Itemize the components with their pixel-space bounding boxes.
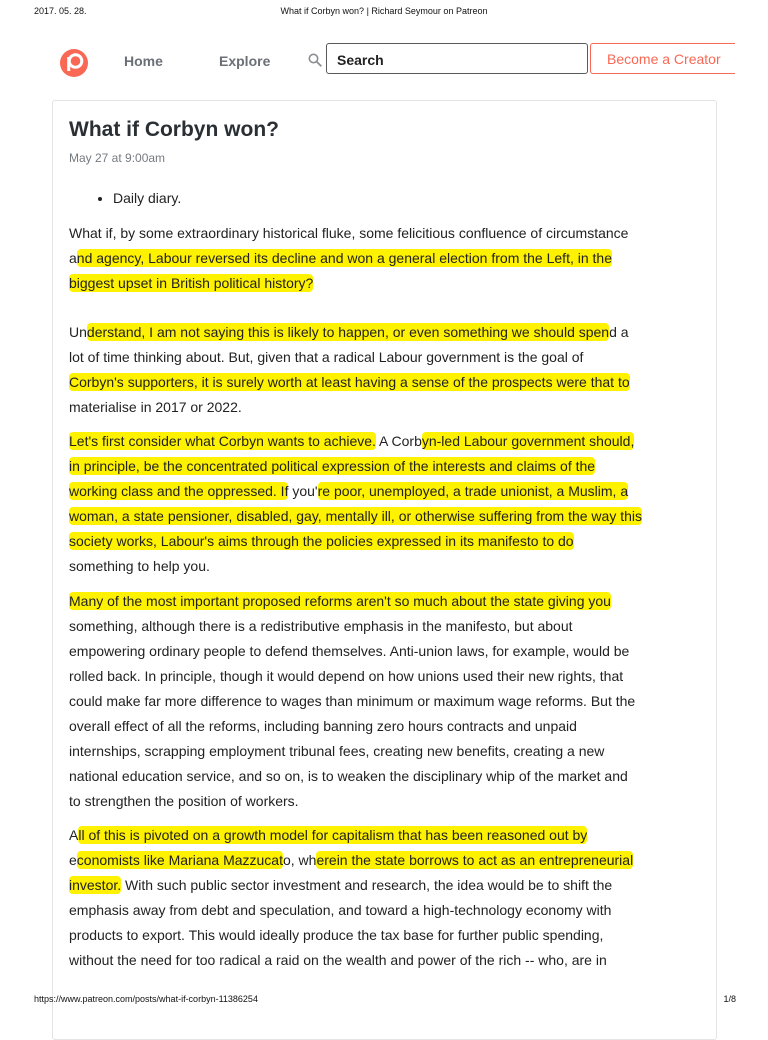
text-line	[69, 271, 709, 296]
text-span: d a	[609, 324, 629, 340]
text-span: e	[69, 852, 77, 868]
top-nav	[0, 40, 768, 82]
patreon-logo-icon[interactable]	[59, 48, 89, 78]
text-line	[69, 873, 709, 898]
text-line	[69, 370, 709, 395]
highlight: woman, a state pensioner, disabled, gay, mentally ill, or otherwise suffering from the way this	[69, 508, 642, 524]
text-line: to strengthen the position of workers.	[69, 793, 299, 809]
highlight: in principle, be the concentrated political expression of the interests and claims of the	[69, 458, 596, 474]
text-span: a	[69, 250, 77, 266]
text-line	[69, 454, 709, 479]
text-line	[69, 246, 709, 271]
text-line	[69, 589, 709, 614]
highlight: working class and the oppressed. If	[69, 483, 289, 499]
text-span: With such public sector investment and research, the idea would be to shift the	[121, 877, 613, 893]
text-span: you'	[288, 483, 318, 499]
text-line	[69, 479, 709, 504]
highlight: society works, Labour's aims through the policies expressed in its manifesto to do	[69, 533, 574, 549]
print-url: https://www.patreon.com/posts/what-if-corbyn-11386254	[34, 994, 258, 1004]
post-tags-list	[89, 187, 181, 209]
post-paragraph-1	[69, 221, 709, 296]
text-line: something, although there is a redistributive emphasis in the manifesto, but about	[69, 618, 573, 634]
text-line: something to help you.	[69, 558, 210, 574]
text-line: empowering ordinary people to defend themselves. Anti-union laws, for example, would be	[69, 643, 630, 659]
text-span: A Corb	[375, 433, 422, 449]
highlight: Corbyn's supporters, it is surely worth at least having a sense of the prospects were that to	[69, 374, 630, 390]
text-line	[69, 429, 709, 454]
highlight: Many of the most important proposed reforms aren't so much about the state giving you	[69, 593, 611, 609]
text-line: lot of time thinking about. But, given that a radical Labour government is the goal of	[69, 349, 584, 365]
search-icon	[308, 53, 322, 67]
text-line: rolled back. In principle, though it would depend on how unions used their new rights, that	[69, 668, 624, 684]
post-title: What if Corbyn won?	[69, 118, 279, 141]
text-span: A	[69, 827, 79, 843]
highlight: erein the state borrows to act as an entrepreneurial	[316, 852, 634, 868]
highlight: biggest upset in British political history?	[69, 275, 314, 291]
text-span: o, wh	[282, 852, 317, 868]
text-line: without the need for too radical a raid on the wealth and power of the rich -- who, are in	[69, 952, 607, 968]
print-title: What if Corbyn won? | Richard Seymour on Patreon	[280, 6, 488, 16]
text-line: What if, by some extraordinary historical fluke, some felicitious confluence of circumstance	[69, 225, 629, 241]
text-line	[69, 529, 709, 554]
highlight: ll of this is pivoted on a growth model for capitalism that has been reasoned out by	[78, 827, 588, 843]
post-paragraph-3	[69, 429, 709, 579]
post-date: May 27 at 9:00am	[69, 151, 166, 165]
nav-explore-link[interactable]: Explore	[219, 53, 271, 69]
text-line	[69, 848, 709, 873]
highlight: yn-led Labour government should,	[421, 433, 635, 449]
text-span: Un	[69, 324, 87, 340]
text-line: national education service, and so on, is to weaken the disciplinary whip of the market and	[69, 768, 628, 784]
highlight: nd agency, Labour reversed its decline and won a general election from the Left, in the	[76, 250, 612, 266]
text-line: emphasis away from debt and speculation, and toward a high-technology economy with	[69, 902, 612, 918]
text-line: could make far more difference to wages than minimum or maximum wage reforms. But the	[69, 693, 636, 709]
text-line	[69, 320, 709, 345]
become-creator-button[interactable]: Become a Creator	[590, 43, 735, 74]
print-header	[0, 6, 768, 20]
highlight: re poor, unemployed, a trade unionist, a Muslim, a	[317, 483, 629, 499]
list-item: • Daily diary.	[113, 187, 181, 209]
text-line	[69, 504, 709, 529]
text-line: materialise in 2017 or 2022.	[69, 399, 242, 415]
highlight: Let's first consider what Corbyn wants to achieve.	[69, 433, 376, 449]
print-date: 2017. 05. 28.	[34, 6, 87, 16]
highlight: conomists like Mariana Mazzucat	[76, 852, 283, 868]
highlight: derstand, I am not saying this is likely to happen, or even something we should spen	[86, 324, 610, 340]
search-input[interactable]: Search	[326, 43, 588, 74]
post-paragraph-4	[69, 589, 709, 814]
text-line	[69, 823, 709, 848]
post-paragraph-2	[69, 320, 709, 420]
print-footer	[0, 994, 768, 1008]
print-page-number: 1/8	[723, 994, 736, 1004]
text-line: products to export. This would ideally produce the tax base for further public spending,	[69, 927, 604, 943]
highlight: investor.	[69, 877, 122, 893]
text-line: internships, scrapping employment tribunal fees, creating new benefits, creating a new	[69, 743, 605, 759]
nav-home-link[interactable]: Home	[124, 53, 163, 69]
text-line: overall effect of all the reforms, including banning zero hours contracts and unpaid	[69, 718, 577, 734]
post-paragraph-5	[69, 823, 709, 973]
